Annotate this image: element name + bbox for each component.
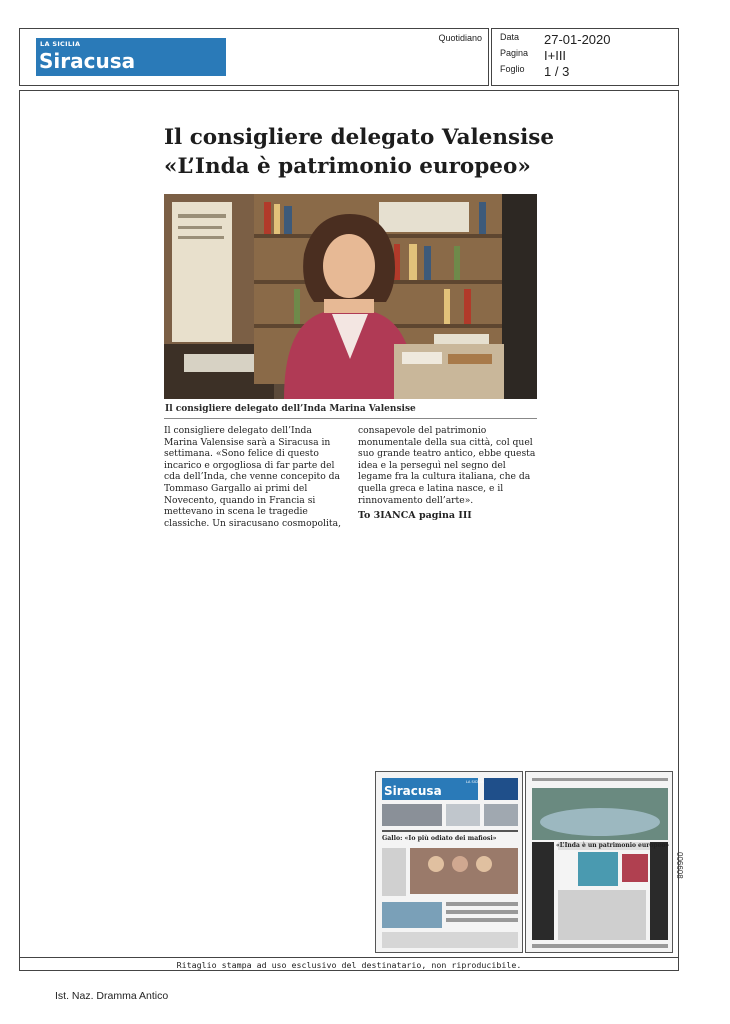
masthead-box <box>19 28 489 86</box>
column-1-line: Il consigliere delegato dell’Inda <box>164 425 312 436</box>
thumbnail-1-masthead: Siracusa <box>384 784 442 798</box>
caption-divider <box>164 418 537 419</box>
document-header <box>19 28 679 86</box>
photo-caption: Il consigliere delegato dell’Inda Marina Valensise <box>165 404 416 414</box>
newspaper-logo <box>36 38 226 76</box>
logo-edition: Siracusa <box>39 49 136 73</box>
document-code: 006608 <box>675 852 684 879</box>
thumbnail-2-headline: «L’Inda è un patrimonio europeo» <box>556 842 670 849</box>
column-1-line: Tommaso Gargallo ai primi del <box>164 482 308 494</box>
footer-band <box>19 957 679 971</box>
client-name: Ist. Naz. Dramma Antico <box>55 990 169 1002</box>
article-headline <box>164 123 564 181</box>
column-2-line: suo grande teatro antico, ebbe questa <box>358 448 536 460</box>
column-1-line: classiche. Un siracusano cosmopolita, <box>164 517 342 529</box>
article-column-1 <box>164 425 342 529</box>
meta-sheet-key: Foglio <box>500 64 525 74</box>
thumbnail-1-headline: Gallo: «Io più odiato dei mafiosi» <box>382 835 497 842</box>
meta-date-value: 27-01-2020 <box>544 32 611 47</box>
headline-line-1: Il consigliere delegato Valensise <box>164 125 555 150</box>
headline-line-2: «L’Inda è patrimonio europeo» <box>164 154 531 179</box>
column-1-line: incarico e orgogliosa di far parte del <box>164 459 335 471</box>
logo-publisher: LA SICILIA <box>40 40 81 48</box>
article-photo <box>164 194 537 399</box>
meta-page-value: I+III <box>544 48 567 63</box>
reproduction-notice: Ritaglio stampa ad uso esclusivo del destinatario, non riproducibile. <box>176 960 522 970</box>
column-1-line: settimana. «Sono felice di questo <box>164 448 319 460</box>
meta-date-key: Data <box>500 32 520 42</box>
clipping-frame <box>19 90 679 971</box>
column-2-line: legame fra la cultura italiana, che da <box>358 471 531 483</box>
photo-illustration <box>164 194 537 399</box>
column-1-line: Novecento, quando in Francia si <box>164 494 316 506</box>
column-2-line: monumentale della sua città, col quel <box>358 436 533 448</box>
continuation-reference: To 3IANCA pagina III <box>358 510 472 522</box>
column-1-line: mettevano in scena le tragedie <box>164 506 308 518</box>
meta-page-key: Pagina <box>500 48 529 58</box>
column-2-line: consapevole del patrimonio <box>358 425 487 436</box>
periodicity-label: Quotidiano <box>438 33 482 43</box>
meta-sheet-value: 1 / 3 <box>544 64 570 79</box>
thumbnail-1-label: LA SICILIA <box>466 780 484 784</box>
column-2-line: rinnovamento dell’arte». <box>358 494 474 506</box>
thumbnail-1-drawing <box>376 772 523 953</box>
column-1-line: cda dell’Inda, che venne concepito da <box>164 471 341 483</box>
column-2-line: idea e la perseguì nel segno del <box>358 459 506 471</box>
page-thumbnail-1 <box>375 771 523 953</box>
page-thumbnail-2 <box>525 771 673 953</box>
column-1-line: Marina Valensise sarà a Siracusa in <box>164 436 331 448</box>
thumbnail-2-drawing <box>526 772 673 953</box>
column-2-line: quella greca e latina nasce, e il <box>358 482 504 494</box>
metadata-box <box>491 28 679 86</box>
article-column-2 <box>358 425 536 522</box>
